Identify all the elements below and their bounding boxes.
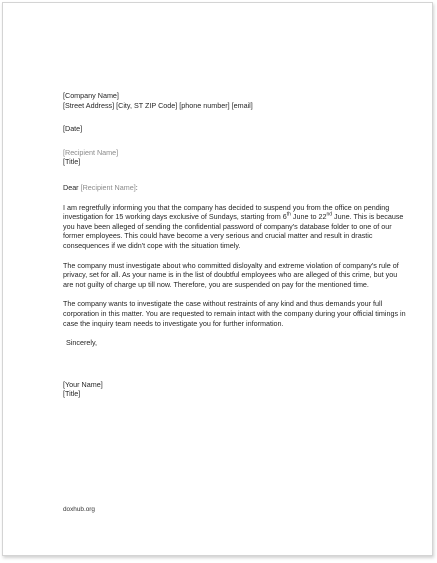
sender-address: [Street Address] [City, ST ZIP Code] [phone number] [email] (63, 100, 253, 110)
paragraph-investigation: The company must investigate about who committed disloyalty and extreme violation of company's rule of privacy, set for all. As your name is in the list of doubtful employees who are alleged of this crime, but you are not guilty of charge up till now. Therefore, you are suspended on pay for the mentioned time. (63, 260, 399, 289)
paragraph-suspension (63, 203, 408, 251)
ordinal-suffix-start: th (286, 211, 291, 218)
salutation-suffix: : (135, 182, 138, 192)
signature-name: [Your Name] (63, 379, 103, 389)
letter-date: [Date] (63, 124, 83, 134)
paragraph-cooperation: The company wants to investigate the case without restraints of any kind and thus demands your full corporation in this matter. You are requested to remain intact with the company during your official timings in case the inquiry team needs to investigate you for further information. (63, 299, 406, 328)
letter-body (63, 91, 408, 399)
closing: Sincerely, (66, 338, 98, 348)
footer-source: doxhub.org (63, 506, 95, 513)
salutation-recipient-name: [Recipient Name] (80, 182, 136, 192)
paragraph-suspension-part-c: June. This is because you have been alleged of sending the confidential password of company's database folder to one of our former employees. This could have become a very serious and crucial matter and result in drastic consequences if we didn't cope with the situation timely. (63, 212, 404, 250)
signature-title: [Title] (63, 389, 81, 399)
recipient-title: [Title] (63, 157, 81, 167)
paragraph-suspension-part-b: June to 22 (290, 212, 327, 222)
sender-company-name: [Company Name] (63, 91, 119, 100)
ordinal-suffix-end: nd (326, 211, 333, 218)
paragraph-suspension-part-a: I am regretfully informing you that the company has decided to suspend you from the office on pending investigation for 15 working days exclusive of Sundays, starting from 6 (63, 202, 390, 222)
salutation-prefix: Dear (63, 182, 81, 192)
salutation (63, 183, 408, 193)
recipient-name: [Recipient Name] (63, 147, 119, 157)
letter-page (2, 2, 433, 556)
